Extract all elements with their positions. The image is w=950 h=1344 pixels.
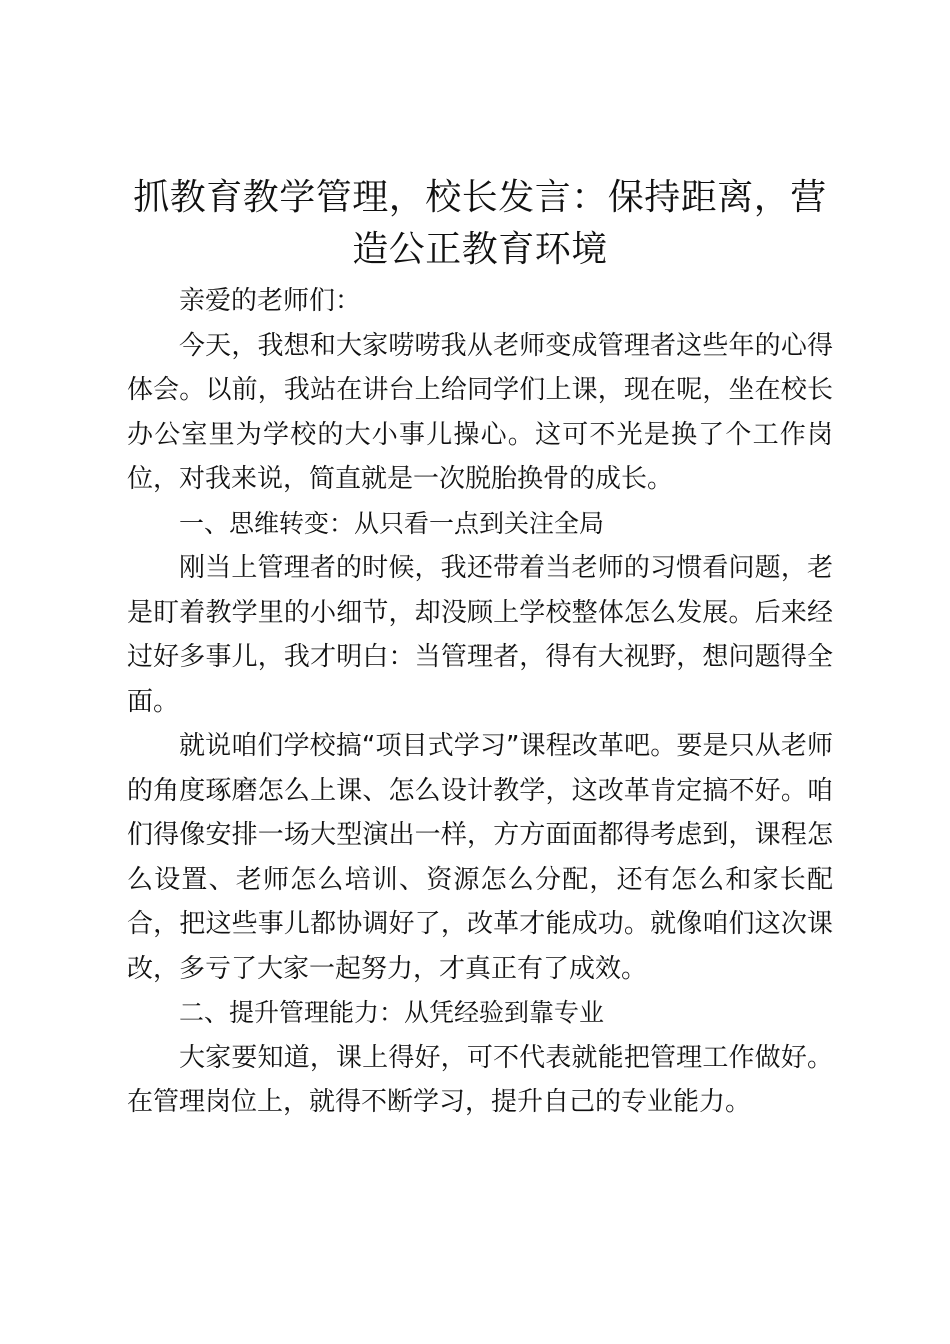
greeting: 亲爱的老师们： [179,286,362,316]
section-1-paragraph-2: 就说咱们学校搞“项目式学习”课程改革吧。要是只从老师的角度琢磨怎么上课、怎么设计教学，这改革肯定搞不好。咱们得像安排一场大型演出一样，方方面面都得考虑到，课程怎么设置、老师怎么培训、资源怎么分配，还有怎么和家长配合，把这些事儿都协调好了，改革才能成功。就像咱们这次课改，多亏了大家一起努力，才真正有了成效。 [127,731,833,984]
document-page [127,172,833,1125]
section-2-heading: 二、提升管理能力：从凭经验到靠专业 [179,998,605,1027]
section-1-paragraph-1: 刚当上管理者的时候，我还带着当老师的习惯看问题，老是盯着教学里的小细节，却没顾上学校整体怎么发展。后来经过好多事儿，我才明白：当管理者，得有大视野，想问题得全面。 [127,553,833,717]
intro-paragraph: 今天，我想和大家唠唠我从老师变成管理者这些年的心得体会。以前，我站在讲台上给同学们上课，现在呢，坐在校长办公室里为学校的大小事儿操心。这可不光是换了个工作岗位，对我来说，简直就是一次脱胎换骨的成长。 [127,330,833,494]
document-title: 抓教育教学管理，校长发言：保持距离，营造公正教育环境 [133,177,827,270]
section-2-paragraph-1: 大家要知道，课上得好，可不代表就能把管理工作做好。在管理岗位上，就得不断学习，提升自己的专业能力。 [127,1042,833,1117]
section-1-heading: 一、思维转变：从只看一点到关注全局 [179,508,605,538]
